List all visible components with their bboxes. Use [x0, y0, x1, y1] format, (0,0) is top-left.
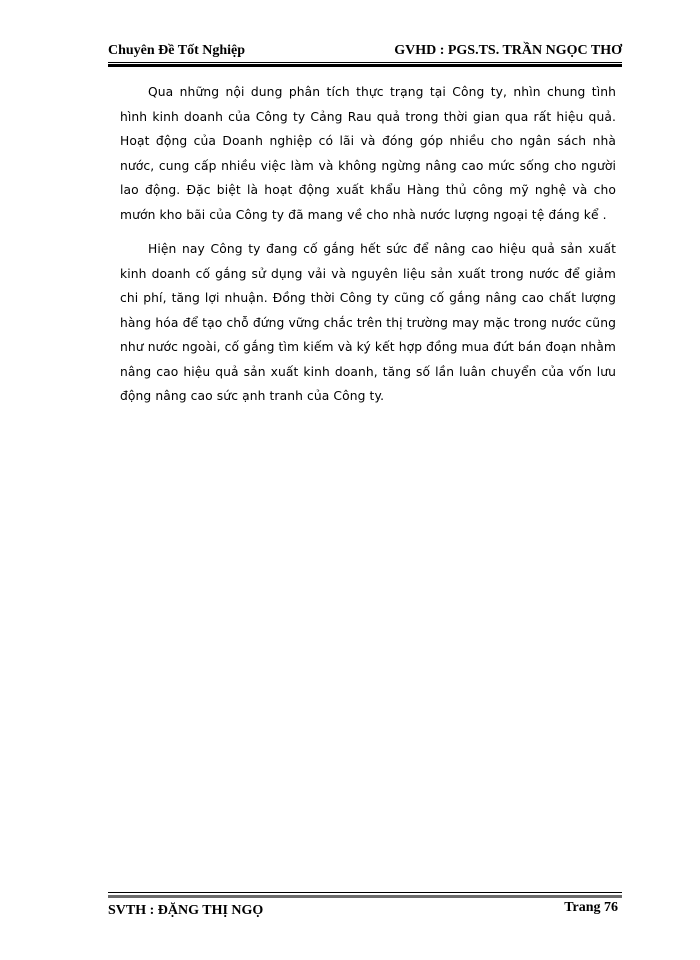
footer-student: SVTH : ĐẶNG THỊ NGỌ [108, 903, 264, 918]
header-rule-thick [108, 64, 622, 67]
footer-rule-thick [108, 895, 622, 898]
header-rule-thin [108, 62, 622, 63]
body-text [120, 80, 616, 419]
header-document-title: Chuyên Đề Tốt Nghiệp [108, 43, 246, 58]
header-advisor: GVHD : PGS.TS. TRẦN NGỌC THƠ [394, 43, 622, 58]
footer-rule-thin [108, 892, 622, 893]
paragraph-2: Hiện nay Công ty đang cố gắng hết sức để nâng cao hiệu quả sản xuất kinh doanh cố gắng sử dụng vải và nguyên liệu sản xuất trong nước để giảm chi phí, tăng lợi nhuận. Đồng thời Công ty cũng cố gắng nâng cao chất lượng hàng hóa để tạo chỗ đứng vững chắc trên thị trường may mặc trong nước cũng như nước ngoài, cố gắng tìm kiếm và ký kết hợp đồng mua đứt bán đoạn nhằm nâng cao hiệu quả sản xuất kinh doanh, tăng số lần luân chuyển của vốn lưu động nâng cao sức ạnh tranh của Công ty. [120, 242, 616, 403]
page-header [108, 40, 622, 62]
paragraph-1: Qua những nội dung phân tích thực trạng tại Công ty, nhìn chung tình hình kinh doanh của Công ty Cảng Rau quả trong thời gian qua rất hiệu quả. Hoạt động của Doanh nghiệp có lãi và đóng góp nhiều cho ngân sách nhà nước, cung cấp nhiều việc làm và không ngừng nâng cao mức sống cho người lao động. Đặc biệt là hoạt động xuất khẩu Hàng thủ công mỹ nghệ và cho mướn kho bãi của Công ty đã mang về cho nhà nước lượng ngoại tệ đáng kể . [120, 85, 616, 222]
page-number: Trang 76 [564, 900, 618, 915]
